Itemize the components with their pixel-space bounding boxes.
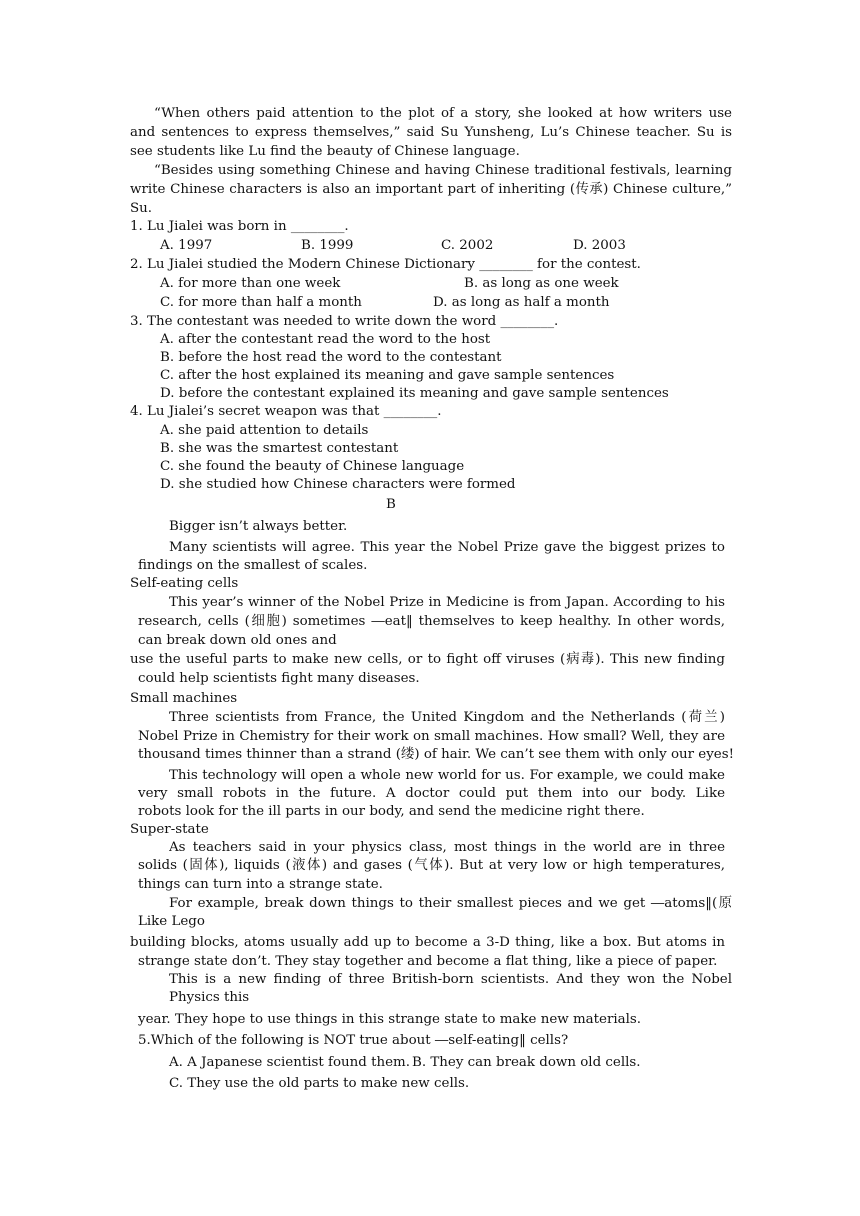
q2-option-c: C. for more than half a month bbox=[160, 295, 362, 310]
paragraph-line: could help scientists fight many diseases. bbox=[138, 671, 420, 686]
question-2-stem: 2. Lu Jialei studied the Modern Chinese Dictionary ________ for the contest. bbox=[130, 257, 641, 272]
section-heading-small-machines: Small machines bbox=[130, 691, 238, 706]
q2-option-d: D. as long as half a month bbox=[433, 295, 610, 310]
q5-option-a: A. A Japanese scientist found them. bbox=[169, 1055, 410, 1070]
paragraph-line: Many scientists will agree. This year the Nobel Prize gave the biggest prizes to bbox=[169, 540, 725, 555]
paragraph-line: solids (固体), liquids (液体) and gases (气体). But at very low or high temperatures, bbox=[138, 858, 725, 873]
paragraph-line: use the useful parts to make new cells, or to fight off viruses (病毒). This new finding bbox=[130, 652, 725, 667]
q3-option-d: D. before the contestant explained its meaning and gave sample sentences bbox=[160, 386, 669, 401]
q2-option-b: B. as long as one week bbox=[464, 276, 619, 291]
paragraph-line: Su. bbox=[130, 201, 153, 216]
q1-option-b: B. 1999 bbox=[301, 238, 354, 253]
paragraph-line: This is a new finding of three British-born scientists. And they won the Nobel bbox=[169, 972, 732, 987]
q1-option-a: A. 1997 bbox=[160, 238, 213, 253]
q4-option-a: A. she paid attention to details bbox=[160, 423, 369, 438]
q2-option-a: A. for more than one week bbox=[160, 276, 341, 291]
paragraph-line: write Chinese characters is also an important part of inheriting (传承) Chinese culture,” bbox=[130, 182, 732, 197]
q5-option-c: C. They use the old parts to make new cells. bbox=[169, 1076, 470, 1091]
q3-option-a: A. after the contestant read the word to the host bbox=[160, 332, 491, 347]
paragraph-line: see students like Lu find the beauty of Chinese language. bbox=[130, 144, 520, 159]
paragraph-line: strange state don’t. They stay together and become a flat thing, like a piece of paper. bbox=[138, 954, 718, 969]
paragraph-line: very small robots in the future. A doctor could put them into our body. Like bbox=[138, 786, 725, 801]
question-1-stem: 1. Lu Jialei was born in ________. bbox=[130, 219, 349, 234]
paragraph-line: For example, break down things to their smallest pieces and we get ―atoms‖(原 bbox=[169, 896, 732, 911]
q3-option-c: C. after the host explained its meaning and gave sample sentences bbox=[160, 368, 615, 383]
q1-option-d: D. 2003 bbox=[573, 238, 626, 253]
paragraph-line: building blocks, atoms usually add up to become a 3-D thing, like a box. But atoms in bbox=[130, 935, 725, 950]
question-3-stem: 3. The contestant was needed to write down the word ________. bbox=[130, 314, 559, 329]
paragraph-line: findings on the smallest of scales. bbox=[138, 558, 368, 573]
paragraph-line: research, cells (细胞) sometimes ―eat‖ themselves to keep healthy. In other words, bbox=[138, 614, 725, 629]
q4-option-d: D. she studied how Chinese characters were formed bbox=[160, 477, 516, 492]
paragraph-line: Like Lego bbox=[138, 914, 205, 929]
paragraph-line: Bigger isn’t always better. bbox=[169, 519, 348, 534]
question-5-stem: 5.Which of the following is NOT true about ―self-eating‖ cells? bbox=[138, 1033, 569, 1048]
paragraph-line: “Besides using something Chinese and having Chinese traditional festivals, learning bbox=[154, 163, 732, 178]
q5-option-b: B. They can break down old cells. bbox=[412, 1055, 641, 1070]
paragraph-line: can break down old ones and bbox=[138, 633, 337, 648]
paragraph-line: This year’s winner of the Nobel Prize in Medicine is from Japan. According to his bbox=[169, 595, 725, 610]
paragraph-line: year. They hope to use things in this strange state to make new materials. bbox=[138, 1012, 642, 1027]
paragraph-line: and sentences to express themselves,” said Su Yunsheng, Lu’s Chinese teacher. Su is bbox=[130, 125, 732, 140]
paragraph-line: thousand times thinner than a strand (缕) of hair. We can’t see them with only our eyes! bbox=[138, 747, 734, 762]
q4-option-b: B. she was the smartest contestant bbox=[160, 441, 399, 456]
paragraph-line: “When others paid attention to the plot of a story, she looked at how writers use bbox=[154, 106, 732, 121]
q1-option-c: C. 2002 bbox=[441, 238, 494, 253]
paragraph-line: robots look for the ill parts in our body, and send the medicine right there. bbox=[138, 804, 645, 819]
paragraph-line: Nobel Prize in Chemistry for their work on small machines. How small? Well, they are bbox=[138, 729, 725, 744]
q4-option-c: C. she found the beauty of Chinese language bbox=[160, 459, 465, 474]
question-4-stem: 4. Lu Jialei’s secret weapon was that ________. bbox=[130, 404, 442, 419]
section-heading-self-eating-cells: Self-eating cells bbox=[130, 576, 239, 591]
paragraph-line: Physics this bbox=[169, 990, 250, 1005]
paragraph-line: As teachers said in your physics class, most things in the world are in three bbox=[169, 840, 725, 855]
passage-b-label: B bbox=[386, 497, 396, 512]
q3-option-b: B. before the host read the word to the contestant bbox=[160, 350, 502, 365]
paragraph-line: This technology will open a whole new world for us. For example, we could make bbox=[169, 768, 725, 783]
paragraph-line: Three scientists from France, the United Kingdom and the Netherlands (荷兰) bbox=[169, 710, 725, 725]
section-heading-super-state: Super-state bbox=[130, 822, 209, 837]
paragraph-line: things can turn into a strange state. bbox=[138, 877, 383, 892]
